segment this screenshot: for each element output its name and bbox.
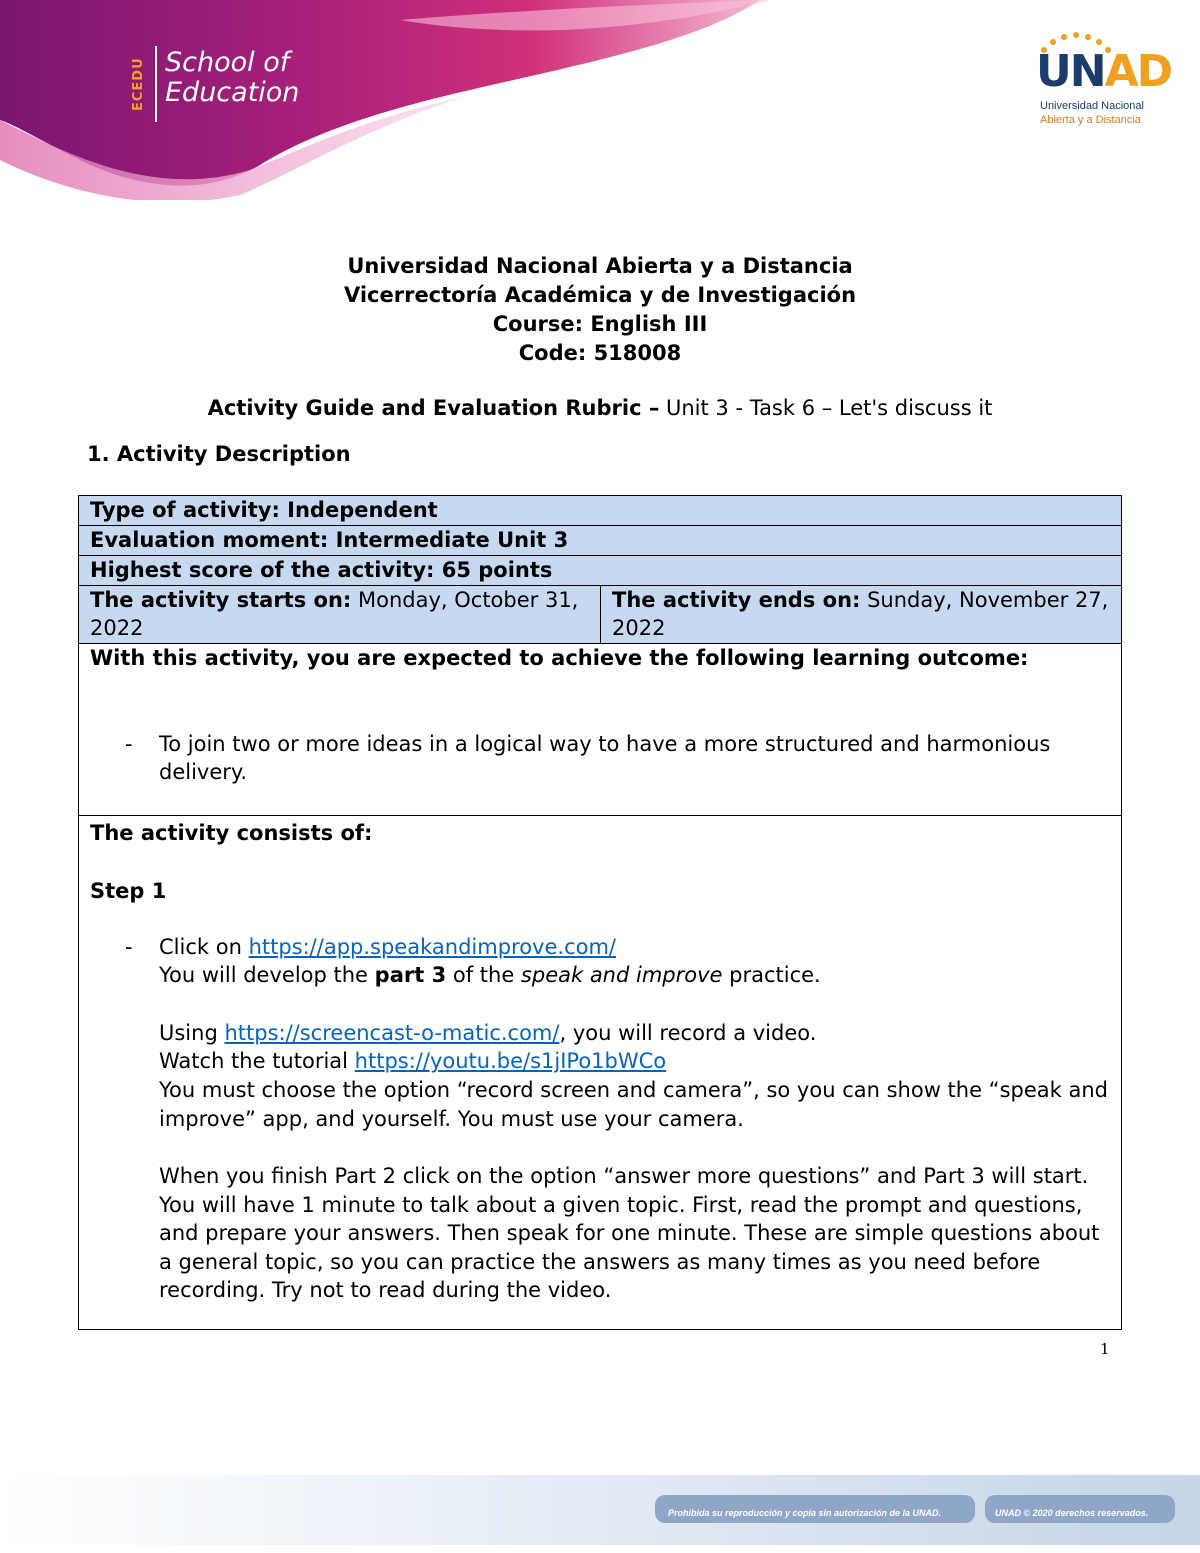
highest-score: Highest score of the activity: 65 points — [90, 558, 553, 582]
develop-part3: part 3 — [374, 963, 447, 987]
section-heading: 1. Activity Description — [87, 442, 351, 466]
row-score — [79, 556, 1121, 586]
unad-logo — [1036, 46, 1171, 97]
logo-n: N — [1069, 46, 1105, 97]
end-date-cell — [600, 586, 1112, 643]
using-text: Using — [159, 1021, 225, 1045]
develop-text-e: practice. — [722, 963, 821, 987]
row-moment — [79, 526, 1121, 556]
logo-line-1: Universidad Nacional — [1040, 100, 1144, 112]
starts-value: Monday, October 31, 2022 — [90, 588, 579, 640]
finish-paragraph: When you finish Part 2 click on the option “answer more questions” and Part 3 will start. You will have 1 minute to talk about a given topic. First, read the prompt and questions, and prepare your answers. Then speak for one minute. These are simple questions about a general topic, so you can practice the answers as many times as you need before recording. Try not to read during the video. — [159, 1164, 1100, 1302]
guide-title-rest: Unit 3 - Task 6 – Let's discuss it — [659, 396, 993, 420]
outcome-bullet: To join two or more ideas in a logical way to have a more structured and harmonious delivery. — [159, 732, 1051, 784]
click-on-text: Click on — [159, 935, 249, 959]
footer-rights: UNAD © 2020 derechos reservados. — [995, 1508, 1149, 1518]
vicerrectoria-title: Vicerrectoría Académica y de Investigación — [343, 283, 857, 307]
click-on-line — [159, 933, 1099, 962]
guide-title-bold: Activity Guide and Evaluation Rubric – — [207, 396, 660, 420]
step-1-heading: Step 1 — [90, 879, 167, 903]
choose-paragraph: You must choose the option “record screen and camera”, so you can show the “speak and improve” app, and yourself. You must use your camera. — [159, 1078, 1108, 1131]
starts-label: The activity starts on: — [90, 588, 352, 612]
school-of-education-logo — [165, 48, 299, 108]
watch-text: Watch the tutorial — [159, 1049, 355, 1073]
develop-line — [159, 961, 1099, 990]
start-date-cell — [90, 586, 595, 642]
code-title: Code: 518008 — [518, 341, 682, 365]
ecedu-label: ECEDU — [131, 57, 146, 111]
tutorial-link[interactable]: https://youtu.be/s1jIPo1bWCo — [354, 1049, 667, 1073]
logo-ad: AD — [1104, 46, 1172, 97]
row-consists — [79, 816, 1121, 1329]
page-number: 1 — [1100, 1340, 1110, 1358]
guide-title — [0, 394, 1200, 423]
ends-label: The activity ends on: — [612, 588, 861, 612]
evaluation-moment: Evaluation moment: Intermediate Unit 3 — [90, 528, 569, 552]
outcome-heading: With this activity, you are expected to achieve the following learning outcome: — [90, 646, 1029, 670]
school-line-2: Education — [165, 77, 300, 108]
row-dates — [79, 586, 1121, 644]
bullet-dash: - — [125, 935, 133, 959]
develop-speak-improve: speak and improve — [520, 963, 723, 987]
university-title: Universidad Nacional Abierta y a Distancia — [347, 254, 853, 278]
logo-u: U — [1036, 46, 1070, 97]
develop-text-c: of the — [446, 963, 521, 987]
footer-notice: Prohibida su reproducción y copia sin autorización de la UNAD. — [668, 1508, 942, 1518]
using-line — [159, 1019, 1099, 1048]
bullet-dash: - — [125, 732, 133, 756]
type-of-activity: Type of activity: Independent — [90, 498, 438, 522]
using-rest-text: , you will record a video. — [559, 1021, 817, 1045]
activity-table — [78, 495, 1122, 1330]
row-outcome — [79, 644, 1121, 816]
screencast-link[interactable]: https://screencast-o-matic.com/ — [224, 1021, 560, 1045]
watch-line — [159, 1047, 1099, 1076]
logo-divider — [155, 46, 157, 122]
develop-text-a: You will develop the — [159, 963, 375, 987]
course-title: Course: English III — [492, 312, 708, 336]
school-line-1: School of — [165, 47, 290, 78]
consists-heading: The activity consists of: — [90, 821, 373, 845]
logo-line-2: Abierta y a Distancia — [1040, 114, 1141, 126]
ends-value: Sunday, November 27, 2022 — [612, 588, 1109, 640]
speakandimprove-link[interactable]: https://app.speakandimprove.com/ — [248, 935, 616, 959]
row-type — [79, 496, 1121, 526]
